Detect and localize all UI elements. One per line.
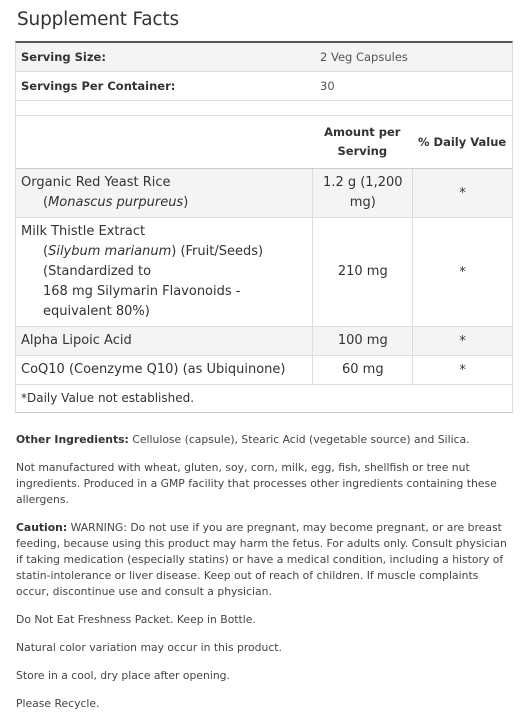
amount-header: Amount per Serving bbox=[324, 125, 401, 158]
nutrient-dv: * bbox=[412, 327, 512, 355]
servings-per-container-row bbox=[16, 72, 512, 101]
recycle-note: Please Recycle. bbox=[16, 697, 100, 710]
nutrient-dv: * bbox=[412, 169, 512, 217]
table-spacer bbox=[16, 101, 512, 116]
daily-value-footnote: *Daily Value not established. bbox=[21, 391, 195, 405]
storage-note: Store in a cool, dry place after opening. bbox=[16, 669, 230, 682]
table-header bbox=[16, 116, 512, 169]
servings-per-container-label: Servings Per Container: bbox=[21, 79, 176, 93]
nutrient-amount: 60 mg bbox=[312, 356, 412, 384]
nutrient-dv: * bbox=[412, 356, 512, 384]
page-title: Supplement Facts bbox=[17, 9, 179, 30]
serving-size-row bbox=[16, 43, 512, 72]
nutrient-name: Organic Red Yeast Rice (Monascus purpureus) bbox=[21, 175, 189, 210]
allergen-statement: Not manufactured with wheat, gluten, soy, corn, milk, egg, fish, shellfish or tree nut ingredients. Produced in a GMP facility that processes other ingredients containing these allergens. bbox=[16, 461, 497, 506]
nutrient-name: Milk Thistle Extract (Silybum marianum) (Fruit/Seeds) (Standardized to 168 mg Silymarin Flavonoids - equivalent 80%) bbox=[21, 224, 264, 319]
nutrient-name: Alpha Lipoic Acid bbox=[21, 333, 132, 348]
latin-name: Monascus purpureus bbox=[48, 195, 184, 210]
nutrient-row bbox=[16, 356, 512, 385]
nutrient-name: CoQ10 (Coenzyme Q10) (as Ubiquinone) bbox=[21, 362, 286, 377]
nutrient-amount: 210 mg bbox=[312, 218, 412, 326]
serving-size-value: 2 Veg Capsules bbox=[320, 50, 408, 64]
other-ingredients: Other Ingredients: Cellulose (capsule), Stearic Acid (vegetable source) and Silica. bbox=[16, 433, 470, 446]
nutrient-dv: * bbox=[412, 218, 512, 326]
product-notes bbox=[16, 432, 514, 724]
nutrient-amount: 100 mg bbox=[312, 327, 412, 355]
color-variation-note: Natural color variation may occur in this product. bbox=[16, 641, 282, 654]
servings-per-container-value: 30 bbox=[320, 79, 335, 93]
supplement-facts-table bbox=[15, 41, 513, 413]
nutrient-amount: 1.2 g (1,200 mg) bbox=[312, 169, 412, 217]
caution-statement: Caution: WARNING: Do not use if you are pregnant, may become pregnant, or are breast feeding, because using this product may harm the fetus. For adults only. Consult physician if taking medication (especially statins) or have a medical condition, including a history of statin-intolerance or liver disease. Keep out of reach of children. If muscle complaints occur, discontinue use and consult a physician. bbox=[16, 521, 507, 598]
daily-value-header: % Daily Value bbox=[418, 135, 507, 149]
nutrient-row bbox=[16, 169, 512, 218]
nutrient-row bbox=[16, 218, 512, 327]
nutrient-row bbox=[16, 327, 512, 356]
freshness-packet-note: Do Not Eat Freshness Packet. Keep in Bottle. bbox=[16, 613, 256, 626]
latin-name: Silybum marianum bbox=[48, 244, 172, 259]
serving-size-label: Serving Size: bbox=[21, 50, 106, 64]
